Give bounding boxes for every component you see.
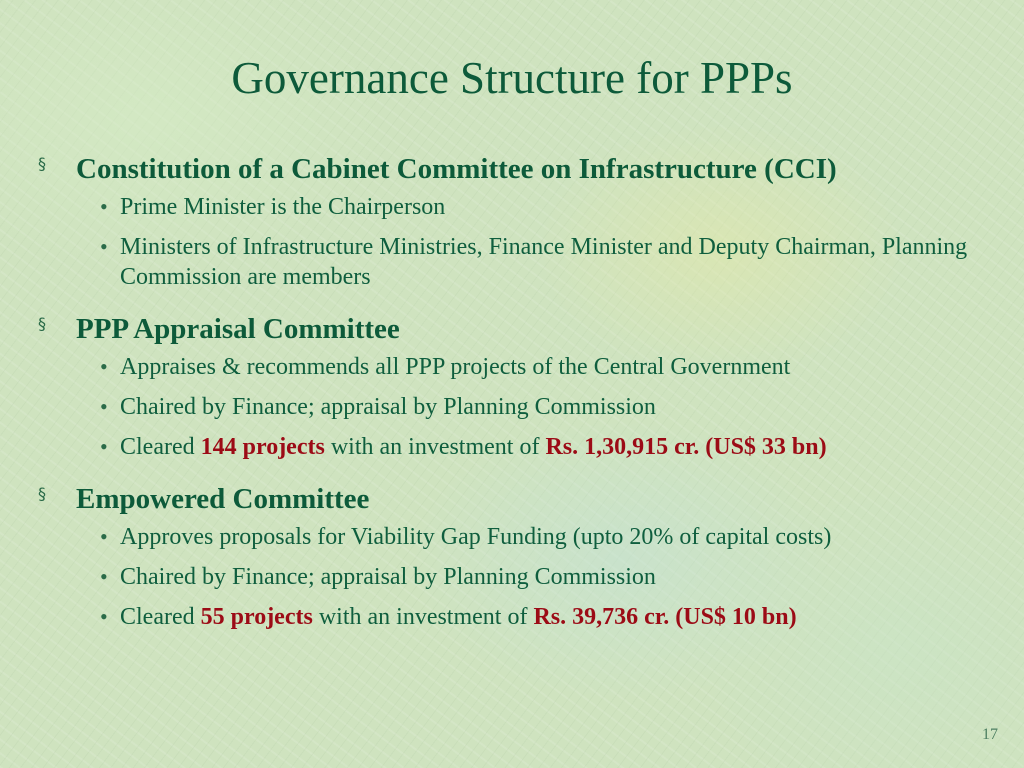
dot-bullet-icon: • xyxy=(100,564,108,589)
bullet-list xyxy=(76,192,998,292)
list-item-cleared xyxy=(76,432,998,462)
slide-title: Governance Structure for PPPs xyxy=(231,53,793,103)
cleared-middle: with an investment of xyxy=(312,604,534,630)
dot-bullet-icon: • xyxy=(100,234,108,259)
list-item-text: Prime Minister is the Chairperson xyxy=(120,194,446,220)
list-item-text: Chaired by Finance; appraisal by Planning Commission xyxy=(120,564,656,590)
list-item-text: Chaired by Finance; appraisal by Planning Commission xyxy=(120,394,656,420)
cleared-prefix: Cleared xyxy=(120,434,201,460)
bullet-list xyxy=(76,522,998,632)
projects-count: 55 projects xyxy=(200,604,313,630)
list-item xyxy=(76,232,998,292)
list-item xyxy=(76,352,998,382)
dot-bullet-icon: • xyxy=(100,604,108,629)
square-bullet-icon: § xyxy=(38,484,46,503)
dot-bullet-icon: • xyxy=(100,354,108,379)
slide-content xyxy=(38,150,998,642)
list-item xyxy=(76,522,998,552)
list-item xyxy=(76,192,998,222)
cleared-middle: with an investment of xyxy=(324,434,546,460)
list-item-cleared xyxy=(76,602,998,632)
projects-count: 144 projects xyxy=(200,434,325,460)
section-ppp-appraisal xyxy=(38,310,998,462)
dot-bullet-icon: • xyxy=(100,394,108,419)
slide-number: 17 xyxy=(982,726,998,743)
square-bullet-icon: § xyxy=(38,154,46,173)
dot-bullet-icon: • xyxy=(100,524,108,549)
investment-amount: Rs. 1,30,915 cr. (US$ 33 bn) xyxy=(545,434,827,460)
dot-bullet-icon: • xyxy=(100,194,108,219)
list-item-text: Ministers of Infrastructure Ministries, Finance Minister and Deputy Chairman, Planning Commission are members xyxy=(120,234,968,290)
section-empowered-committee xyxy=(38,480,998,632)
investment-amount: Rs. 39,736 cr. (US$ 10 bn) xyxy=(533,604,797,630)
cleared-prefix: Cleared xyxy=(120,604,201,630)
section-heading: PPP Appraisal Committee xyxy=(76,313,400,345)
list-item xyxy=(76,392,998,422)
section-cci xyxy=(38,150,998,292)
list-item-text: Approves proposals for Viability Gap Funding (upto 20% of capital costs) xyxy=(120,524,832,550)
list-item xyxy=(76,562,998,592)
list-item-text: Appraises & recommends all PPP projects of the Central Government xyxy=(120,354,791,380)
section-heading: Empowered Committee xyxy=(76,483,370,515)
square-bullet-icon: § xyxy=(38,314,46,333)
bullet-list xyxy=(76,352,998,462)
section-heading: Constitution of a Cabinet Committee on Infrastructure (CCI) xyxy=(76,153,837,185)
dot-bullet-icon: • xyxy=(100,434,108,459)
